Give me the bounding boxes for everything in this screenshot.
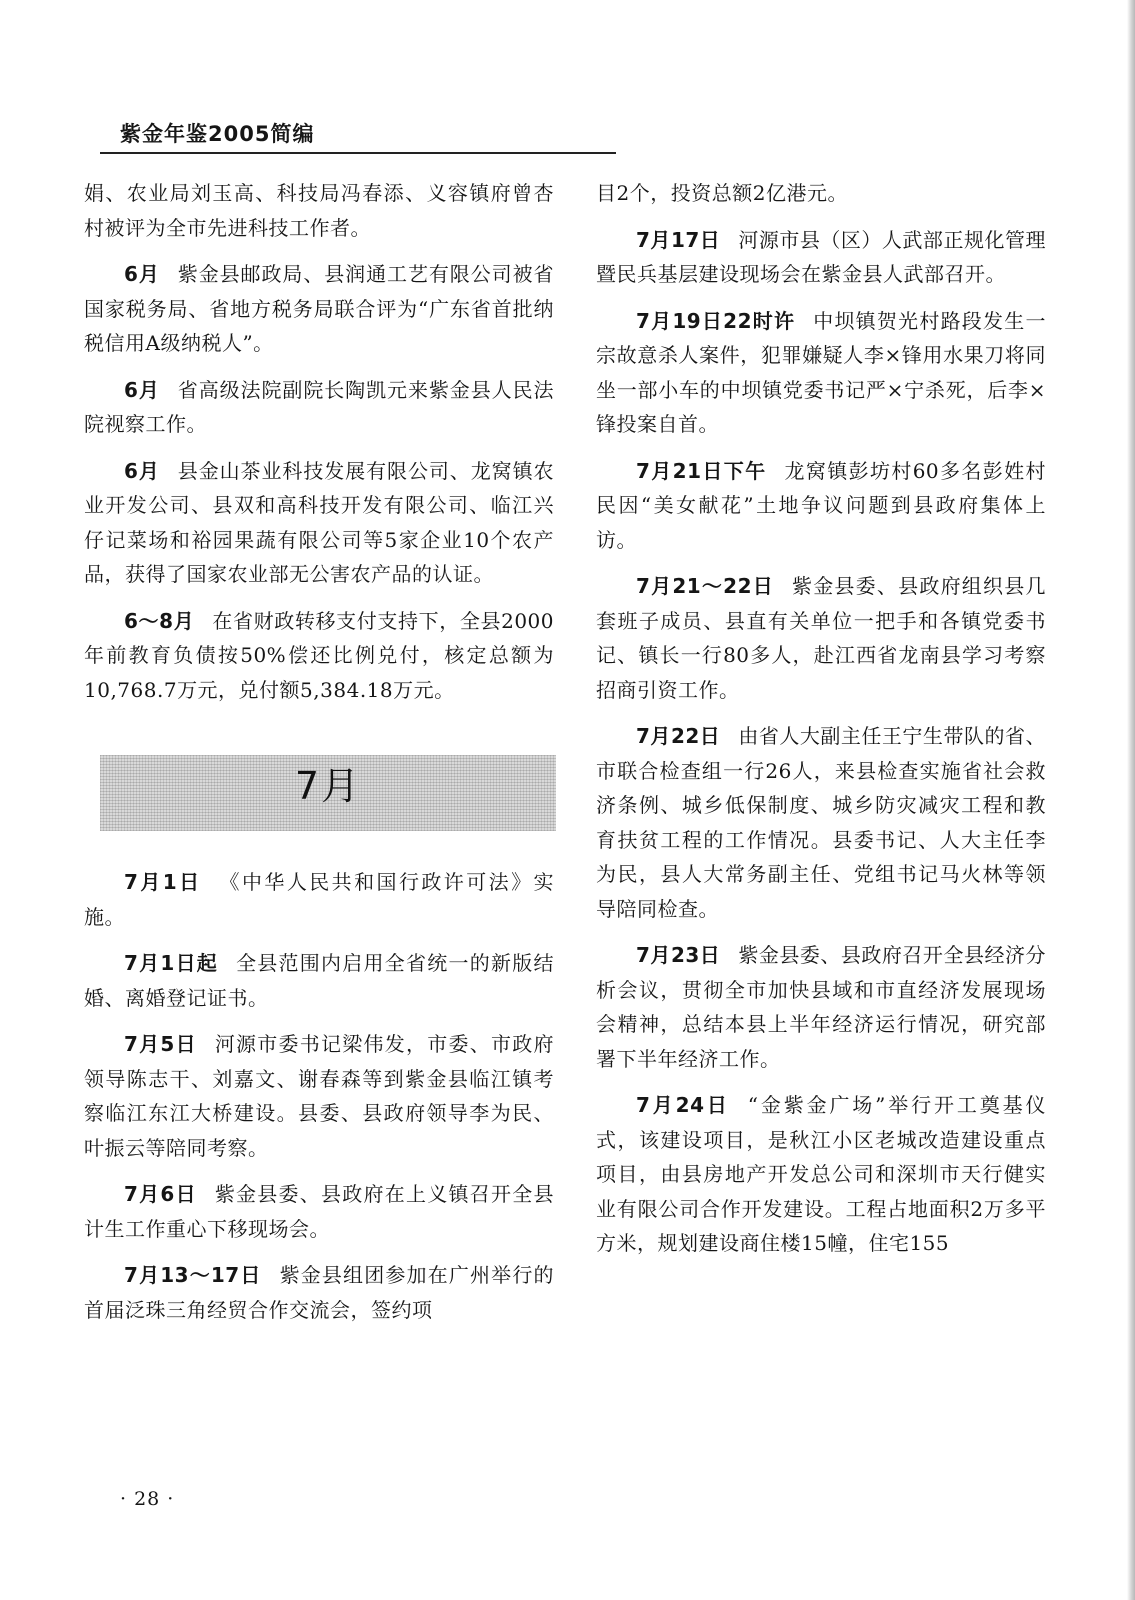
right-column (596, 176, 1046, 1273)
entry-date: 7月17日 (636, 227, 721, 252)
entry-text: 龙窝镇彭坊村60多名彭姓村民因“美女献花”土地争议问题到县政府集体上访。 (596, 458, 1047, 552)
entry-paragraph (84, 604, 554, 708)
entry-date: 7月21～22日 (636, 574, 774, 598)
entry-paragraph (84, 454, 554, 592)
month-banner-label: 7月 (294, 764, 362, 808)
entry-text: 在省财政转移支付支持下，全县2000年前教育负债按50%偿还比例兑付，核定总额为10,768.7万元，兑付额5,384.18万元。 (84, 608, 554, 702)
entry-text: 紫金县委、县政府组织县几套班子成员、县直有关单位一把手和各镇党委书记、镇长一行80多人，赴江西省龙南县学习考察招商引资工作。 (596, 574, 1046, 702)
entry-paragraph (596, 938, 1046, 1076)
entry-text: “金紫金广场”举行开工奠基仪式，该建设项目，是秋江小区老城改造建设重点项目，由县房地产开发总公司和深圳市天行健实业有限公司合作开发建设。工程占地面积2万多平方米，规划建设商住楼15幢，住宅155 (596, 1093, 1046, 1255)
entry-text: 中坝镇贺光村路段发生一宗故意杀人案件，犯罪嫌疑人李×锋用水果刀将同坐一部小车的中坝镇党委书记严×宁杀死，后李×锋投案自首。 (596, 308, 1047, 436)
entry-text: 娟、农业局刘玉高、科技局冯春添、义容镇府曾杏村被评为全市先进科技工作者。 (84, 181, 554, 240)
entry-text: 河源市委书记梁伟发，市委、市政府领导陈志干、刘嘉文、谢春森等到紫金县临江镇考察临江东江大桥建设。县委、县政府领导李为民、叶振云等陪同考察。 (84, 1032, 554, 1160)
entry-paragraph (596, 304, 1046, 442)
entry-date: 7月1日起 (124, 951, 219, 975)
entry-text: 河源市县（区）人武部正规化管理暨民兵基层建设现场会在紫金县人武部召开。 (596, 227, 1047, 286)
entry-date: 7月22日 (636, 724, 721, 748)
entry-date: 6～8月 (124, 608, 195, 633)
entry-date: 7月1日 (124, 870, 202, 894)
entry-date: 7月23日 (636, 943, 721, 967)
entry-date: 6月 (124, 458, 160, 483)
entry-paragraph (596, 719, 1046, 926)
entry-text: 省高级法院副院长陶凯元来紫金县人民法院视察工作。 (84, 377, 555, 436)
entry-paragraph (596, 223, 1046, 292)
month-banner (100, 755, 556, 831)
entry-text: 紫金县组团参加在广州举行的首届泛珠三角经贸合作交流会，签约项 (84, 1263, 554, 1322)
entry-date: 6月 (124, 262, 160, 286)
entry-date: 7月24日 (636, 1093, 730, 1117)
entry-paragraph (84, 1027, 554, 1165)
entry-date: 7月19日22时许 (636, 308, 796, 333)
entry-text: 由省人大副主任王宁生带队的省、市联合检查组一行26人，来县检查实施省社会救济条例、城乡低保制度、城乡防灾减灾工程和教育扶贫工程的工作情况。县委书记、人大主任李为民，县人大常务副主任、党组书记马火林等领导陪同检查。 (596, 724, 1047, 921)
entry-paragraph (596, 1088, 1046, 1261)
entry-date: 7月21日下午 (636, 458, 767, 483)
entry-date: 6月 (124, 377, 160, 402)
left-column (84, 176, 554, 1339)
entry-text: 紫金县委、县政府在上义镇召开全县计生工作重心下移现场会。 (84, 1182, 554, 1241)
entry-date: 7月5日 (124, 1032, 197, 1056)
entry-paragraph (84, 176, 554, 245)
entry-paragraph (84, 946, 554, 1015)
scan-edge-shadow (1127, 0, 1135, 1600)
entry-text: 紫金县委、县政府召开全县经济分析会议，贯彻全市加快县域和市直经济发展现场会精神，总结本县上半年经济运行情况，研究部署下半年经济工作。 (596, 943, 1047, 1071)
entry-text: 县金山茶业科技发展有限公司、龙窝镇农业开发公司、县双和高科技开发有限公司、临江兴仔记菜场和裕园果蔬有限公司等5家企业10个农产品，获得了国家农业部无公害农产品的认证。 (84, 458, 555, 586)
entry-date: 7月13～17日 (124, 1263, 262, 1287)
entry-paragraph (84, 257, 554, 361)
entry-paragraph (596, 454, 1046, 558)
header-title: 紫金年鉴2005简编 (120, 122, 315, 146)
page-number: · 28 · (120, 1488, 175, 1510)
entry-paragraph (84, 1177, 554, 1246)
entry-paragraph (596, 569, 1046, 707)
entry-paragraph (84, 865, 554, 934)
entry-paragraph (84, 373, 554, 442)
entry-paragraph (84, 1258, 554, 1327)
entry-text: 目2个，投资总额2亿港元。 (596, 181, 848, 205)
entry-text: 全县范围内启用全省统一的新版结婚、离婚登记证书。 (84, 951, 554, 1010)
entry-paragraph (596, 176, 1046, 211)
entry-date: 7月6日 (124, 1182, 197, 1206)
entry-text: 紫金县邮政局、县润通工艺有限公司被省国家税务局、省地方税务局联合评为“广东省首批纳税信用A级纳税人”。 (84, 262, 555, 355)
running-header (100, 108, 616, 154)
entry-text: 《中华人民共和国行政许可法》实施。 (84, 870, 555, 929)
